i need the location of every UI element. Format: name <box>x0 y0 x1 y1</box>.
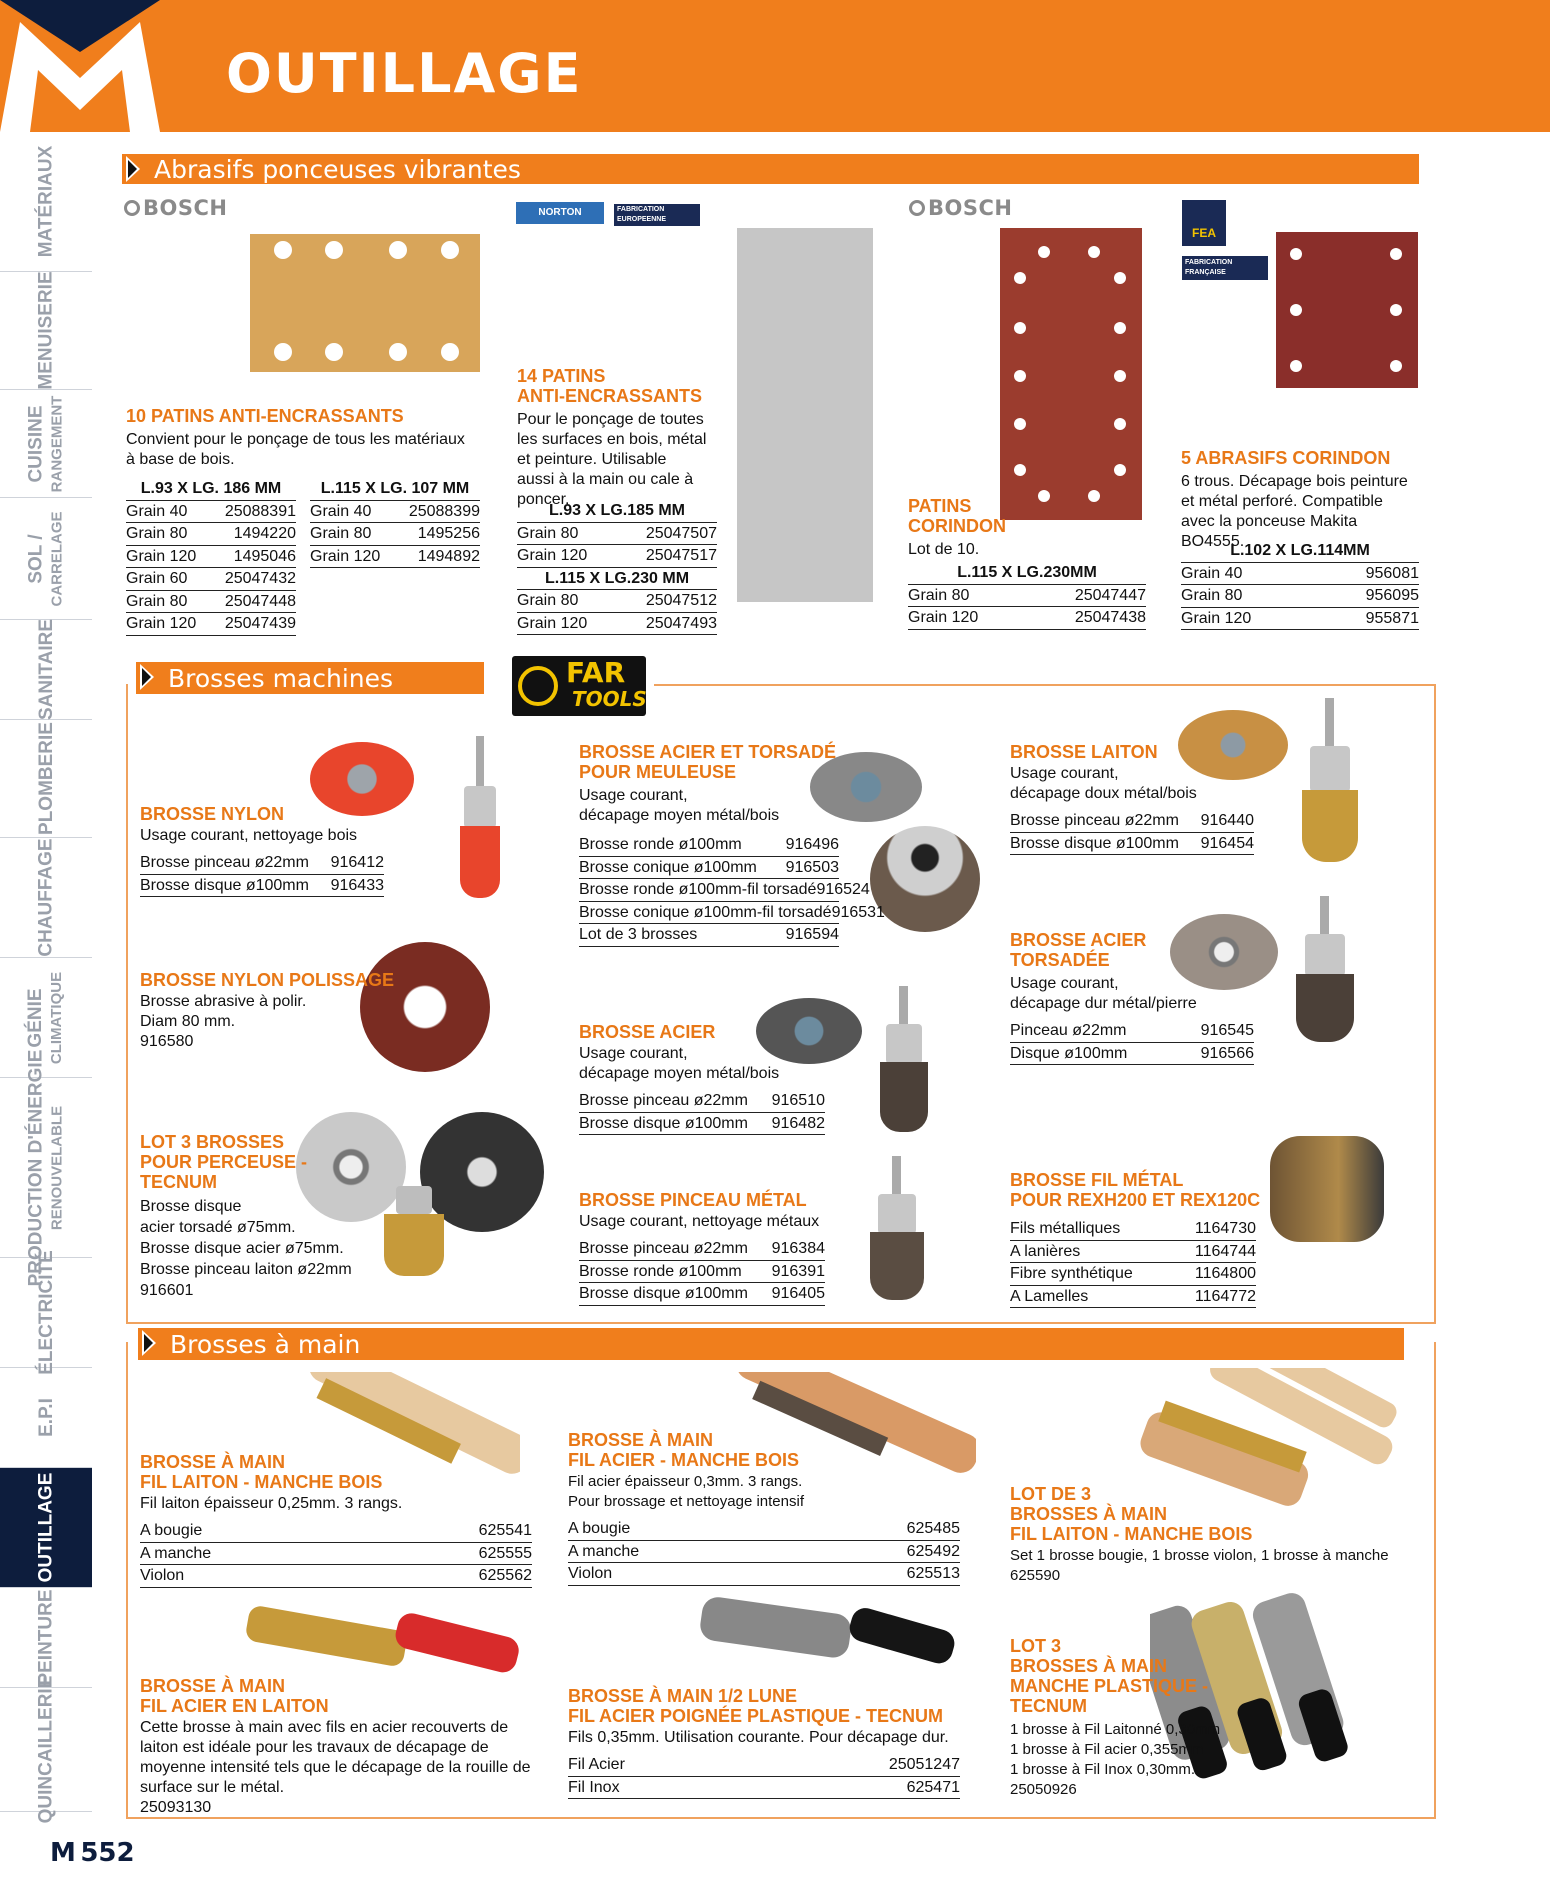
row-label: Brosse ronde ø100mm <box>579 836 742 853</box>
row-reference: 916524 <box>816 881 870 898</box>
sidebar-tab-label: PRODUCTION D'ÉNERGIE RENOUVELABLE <box>25 1049 66 1286</box>
metal-pencil-brush-image <box>868 1156 926 1302</box>
row-label: A manche <box>568 1542 640 1560</box>
product-description: 1 brosse à Fil Laitonné 0,30mm 1 brosse à Fil acier 0,355mm 1 brosse à Fil Inox 0,30mm. 25050926 <box>1010 1721 1221 1798</box>
row-label: Grain 120 <box>126 547 197 565</box>
category-sidebar <box>0 132 92 1824</box>
arrow-right-icon <box>142 1330 156 1356</box>
sidebar-tab-label: PEINTURE <box>35 1589 57 1686</box>
sidebar-tab[interactable] <box>0 1368 92 1468</box>
row-label: A lanières <box>1010 1242 1081 1260</box>
product-title: 14 PATINS ANTI-ENCRASSANTS <box>517 366 703 406</box>
row-label: Fils métalliques <box>1010 1220 1121 1237</box>
row-reference: 625541 <box>478 1522 532 1539</box>
row-label: Fil Acier <box>568 1756 625 1773</box>
row-reference: 916531 <box>831 903 885 921</box>
row-reference: 25047493 <box>645 614 717 632</box>
row-label: Brosse pinceau ø22mm <box>140 854 309 871</box>
table-row <box>568 1777 960 1800</box>
product-title: BROSSE À MAIN 1/2 LUNE FIL ACIER POIGNÉE PLASTIQUE - TECNUM <box>568 1686 944 1726</box>
table-row <box>579 1238 825 1261</box>
product-table <box>310 478 480 568</box>
product-description: Usage courant, décapage doux métal/bois <box>1010 765 1197 802</box>
fabrication-europeenne-badge: FABRICATION EUROPEENNE <box>614 204 700 226</box>
row-reference: 916440 <box>1200 812 1254 829</box>
product-description: Fil acier épaisseur 0,3mm. 3 rangs. Pour brossage et nettoyage intensif <box>568 1473 804 1510</box>
row-label: Grain 40 <box>126 502 188 520</box>
twisted-pencil-brush-image <box>1294 896 1356 1044</box>
row-label: Grain 80 <box>517 524 579 542</box>
sidebar-tab[interactable] <box>0 272 92 390</box>
product-description: Cette brosse à main avec fils en acier recouverts de laiton est idéale pour les travaux de décapage de moyenne intensité tels que le décapage de la rouille de surface sur le métal. 25093130 <box>140 1719 531 1816</box>
sidebar-tab-label: QUINCAILLERIE <box>35 1675 57 1824</box>
product-description: Lot de 10. <box>908 541 980 558</box>
table-row <box>1181 608 1419 631</box>
table-header: L.115 X LG.230 MM <box>517 568 717 591</box>
row-reference: 916454 <box>1200 834 1254 852</box>
row-label: Brosse disque ø100mm <box>579 1285 748 1302</box>
table-row <box>579 902 885 925</box>
nylon-disc-brush-image <box>310 742 414 816</box>
row-label: Grain 120 <box>126 615 197 632</box>
product-table <box>568 1518 960 1586</box>
row-reference: 956081 <box>1365 564 1419 582</box>
brand-logo-m-icon <box>0 0 160 132</box>
arrow-right-icon <box>126 156 140 182</box>
product-table <box>140 852 384 897</box>
row-label: A bougie <box>140 1522 203 1539</box>
sidebar-tab[interactable] <box>0 390 92 498</box>
row-label: Brosse pinceau ø22mm <box>1010 812 1179 829</box>
product-description: Usage courant, décapage moyen métal/bois <box>579 787 780 824</box>
row-reference: 625492 <box>906 1542 960 1560</box>
sidebar-tab-label: MATÉRIAUX <box>35 145 57 258</box>
row-label: Brosse conique ø100mm <box>579 858 757 876</box>
table-row <box>310 501 480 524</box>
product-table <box>1010 1020 1254 1065</box>
cylinder-wire-brush-image <box>1270 1136 1384 1242</box>
corindon-pad-image <box>1000 228 1142 520</box>
table-body <box>517 523 717 568</box>
table-row <box>140 875 384 898</box>
row-label: A Lamelles <box>1010 1287 1089 1305</box>
product-title: BROSSE ACIER ET TORSADÉ POUR MEULEUSE <box>579 742 837 782</box>
row-reference: 25047517 <box>645 547 717 564</box>
page-title: OUTILLAGE <box>226 42 583 105</box>
table-row <box>908 585 1146 608</box>
row-label: Grain 120 <box>1181 609 1252 627</box>
sidebar-tab-label: CHAUFFAGE <box>35 838 57 957</box>
row-reference: 25088391 <box>224 502 296 520</box>
table-row <box>140 1565 532 1588</box>
table-row <box>517 523 717 546</box>
row-label: Grain 80 <box>908 586 970 604</box>
row-label: Disque ø100mm <box>1010 1044 1128 1062</box>
product-title: LOT 3 BROSSES À MAIN MANCHE PLASTIQUE - TECNUM <box>1010 1636 1208 1716</box>
product-table <box>568 1754 960 1799</box>
row-reference: 916391 <box>771 1262 825 1280</box>
corindon-abrasive-image <box>1276 232 1418 388</box>
row-label: Fibre synthétique <box>1010 1265 1133 1282</box>
table-row <box>1010 1043 1254 1066</box>
product-title: 10 PATINS ANTI-ENCRASSANTS <box>126 406 404 426</box>
product-description: Usage courant, décapage dur métal/pierre <box>1010 975 1197 1012</box>
sidebar-tab-label: MENUISERIE <box>35 271 57 390</box>
row-reference: 625513 <box>906 1565 960 1582</box>
row-label: A bougie <box>568 1520 631 1537</box>
product-description: Brosse abrasive à polir. Diam 80 mm. 916580 <box>140 993 307 1050</box>
table-row <box>1181 563 1419 586</box>
fabrication-francaise-badge: FABRICATION FRANÇAISE <box>1182 256 1268 280</box>
row-reference: 1494220 <box>233 525 296 542</box>
table-body <box>126 501 296 636</box>
product-description: Usage courant, décapage moyen métal/bois <box>579 1045 780 1082</box>
row-label: Brosse pinceau ø22mm <box>579 1240 748 1257</box>
sidebar-tab-label: PLOMBERIE <box>35 722 57 835</box>
sanding-pad-image <box>250 234 480 372</box>
row-label: Grain 40 <box>310 502 372 520</box>
row-label: Grain 120 <box>517 614 588 632</box>
steel-pencil-brush-image <box>878 986 930 1134</box>
abrasive-strip-image <box>737 228 873 602</box>
product-title: BROSSE NYLON POLISSAGE <box>140 970 395 990</box>
table-body <box>310 501 480 569</box>
row-reference: 25047447 <box>1074 586 1146 604</box>
row-reference: 916594 <box>785 926 839 943</box>
row-reference: 916412 <box>330 854 384 871</box>
row-label: Violon <box>140 1567 185 1584</box>
row-reference: 625555 <box>478 1544 532 1562</box>
product-title: PATINS CORINDON <box>908 496 1006 536</box>
table-row <box>579 924 839 947</box>
product-description: Fils 0,35mm. Utilisation courante. Pour décapage dur. <box>568 1729 949 1746</box>
table-row <box>140 1520 532 1543</box>
row-reference: 25051247 <box>888 1756 960 1773</box>
steel-cup-brush-image <box>870 826 980 932</box>
table-row <box>579 1113 825 1136</box>
sidebar-tab[interactable] <box>0 1588 92 1688</box>
product-description: Convient pour le ponçage de tous les matériaux à base de bois. <box>126 431 465 468</box>
row-label: Brosse disque ø100mm <box>140 876 309 894</box>
row-reference: 25047507 <box>645 524 717 542</box>
section-title: Brosses à main <box>170 1330 361 1359</box>
product-title: BROSSE ACIER <box>579 1022 716 1042</box>
sidebar-tab-label: GÉNIE CLIMATIQUE <box>25 971 65 1064</box>
sidebar-tab[interactable] <box>0 1675 92 1824</box>
row-reference: 916384 <box>771 1240 825 1257</box>
bosch-logo: BOSCH <box>124 196 227 220</box>
product-table <box>1010 1218 1256 1308</box>
table-body <box>1181 563 1419 631</box>
table-row <box>568 1563 960 1586</box>
product-title: LOT 3 BROSSES POUR PERCEUSE - TECNUM <box>140 1132 308 1192</box>
sidebar-tab-label: SOL / CARRELAGE <box>25 510 66 607</box>
sidebar-tab-label: ÉLECTRICITÉ <box>35 1250 57 1375</box>
product-description: Fil laiton épaisseur 0,25mm. 3 rangs. <box>140 1495 403 1512</box>
table-row <box>126 523 296 546</box>
table-row <box>310 523 480 546</box>
sidebar-tab-label: SANITAIRE <box>35 619 57 720</box>
row-reference: 1495256 <box>417 525 480 542</box>
row-reference: 1495046 <box>233 547 296 565</box>
table-row <box>126 501 296 524</box>
row-label: Grain 120 <box>310 547 381 565</box>
product-table <box>579 1090 825 1135</box>
table-header: L.93 X LG.185 MM <box>517 500 717 523</box>
product-title: BROSSE À MAIN FIL ACIER - MANCHE BOIS <box>568 1430 800 1470</box>
table-row <box>310 546 480 569</box>
brand-logo-m-icon: M <box>50 1838 76 1868</box>
product-table <box>908 562 1146 630</box>
product-table <box>140 1520 532 1588</box>
row-reference: 1164800 <box>1194 1265 1256 1282</box>
row-reference: 916433 <box>330 876 384 894</box>
table-row <box>140 852 384 875</box>
section-rule <box>654 684 1436 686</box>
row-reference: 25047439 <box>224 615 296 632</box>
row-reference: 25047432 <box>224 570 296 587</box>
arrow-right-icon <box>140 664 154 690</box>
table-row <box>1010 833 1254 856</box>
sidebar-tab[interactable] <box>0 132 92 272</box>
sidebar-tab[interactable] <box>0 1468 92 1588</box>
page-header <box>0 0 1550 132</box>
sidebar-tab-label: E.P.I <box>35 1398 57 1437</box>
table-row <box>1010 1020 1254 1043</box>
row-reference: 916496 <box>785 836 839 853</box>
table-header: L.115 X LG.230MM <box>908 562 1146 585</box>
page-footer <box>50 1838 135 1868</box>
norton-logo: NORTON <box>516 202 604 224</box>
row-reference: 916482 <box>771 1114 825 1132</box>
row-label: Brosse ronde ø100mm <box>579 1262 742 1280</box>
row-label: Brosse conique ø100mm-fil torsadé <box>579 903 832 921</box>
table-row <box>1010 1263 1256 1286</box>
page-number: 552 <box>80 1838 135 1868</box>
table-row <box>568 1541 960 1564</box>
row-reference: 25047512 <box>645 592 717 609</box>
row-reference: 1164730 <box>1194 1220 1256 1237</box>
row-reference: 956095 <box>1365 587 1419 604</box>
brass-pencil-brush-image <box>380 1186 448 1278</box>
row-label: Brosse disque ø100mm <box>1010 834 1179 852</box>
table-row <box>568 1518 960 1541</box>
product-description: Brosse disque acier torsadé ø75mm. Brosse disque acier ø75mm. Brosse pinceau laiton ø22mm 916601 <box>140 1198 352 1299</box>
table-row <box>568 1754 960 1777</box>
product-title: BROSSE PINCEAU MÉTAL <box>579 1190 807 1210</box>
row-label: Grain 80 <box>126 592 188 610</box>
row-label: Grain 80 <box>310 525 372 542</box>
product-table <box>1181 540 1419 630</box>
section-banner-brosses-main <box>138 1328 1404 1360</box>
row-reference: 25047448 <box>224 592 296 610</box>
table-row <box>1010 1218 1256 1241</box>
nylon-pencil-brush-image <box>458 736 502 898</box>
row-reference: 1494892 <box>417 547 480 565</box>
product-description: Set 1 brosse bougie, 1 brosse violon, 1 brosse à manche 625590 <box>1010 1547 1389 1584</box>
row-label: Grain 60 <box>126 570 188 587</box>
table-row <box>126 591 296 614</box>
product-table <box>126 478 296 636</box>
row-label: Grain 40 <box>1181 564 1243 582</box>
table-row <box>1010 1241 1256 1264</box>
product-description: 6 trous. Décapage bois peinture et métal perforé. Compatible avec la ponceuse Makita BO4555. <box>1181 473 1408 550</box>
table-row <box>140 1543 532 1566</box>
table-row <box>1010 810 1254 833</box>
table-row <box>579 1283 825 1306</box>
row-reference: 1164772 <box>1194 1287 1256 1305</box>
row-reference: 916510 <box>771 1092 825 1109</box>
table-row <box>579 1090 825 1113</box>
sidebar-tab[interactable] <box>0 1250 92 1375</box>
row-label: Brosse disque ø100mm <box>579 1114 748 1132</box>
row-label: Fil Inox <box>568 1778 620 1796</box>
row-label: Pinceau ø22mm <box>1010 1022 1127 1039</box>
polishing-disc-image <box>360 942 490 1072</box>
row-reference: 625471 <box>906 1778 960 1796</box>
row-label: Grain 120 <box>908 609 979 626</box>
section-banner-abrasifs <box>122 154 1419 184</box>
far-tools-logo: FAR TOOLS <box>512 656 646 716</box>
row-reference: 916545 <box>1200 1022 1254 1039</box>
row-reference: 25047438 <box>1074 609 1146 626</box>
product-title: BROSSE FIL MÉTAL POUR REXH200 ET REX120C <box>1010 1170 1261 1210</box>
row-reference: 625562 <box>478 1567 532 1584</box>
table-row <box>579 879 870 902</box>
table-row <box>126 568 296 591</box>
row-reference: 625485 <box>906 1520 960 1537</box>
row-reference: 955871 <box>1365 609 1419 627</box>
section-banner-brosses-machines <box>136 662 484 694</box>
table-row <box>126 613 296 636</box>
product-table <box>1010 810 1254 855</box>
table-body <box>908 585 1146 630</box>
product-description: Usage courant, nettoyage métaux <box>579 1213 820 1230</box>
sidebar-tab[interactable] <box>0 1049 92 1286</box>
table-row <box>517 590 717 613</box>
table-row <box>579 834 839 857</box>
row-label: Grain 80 <box>1181 587 1243 604</box>
table-row <box>579 1261 825 1284</box>
brass-pencil-brush-image <box>1300 698 1360 864</box>
fea-logo: FEA <box>1182 200 1226 246</box>
row-reference: 916405 <box>771 1285 825 1302</box>
product-title: BROSSE À MAIN FIL ACIER EN LAITON <box>140 1676 329 1716</box>
row-label: Grain 80 <box>126 525 188 542</box>
table-body <box>517 590 717 635</box>
row-label: A manche <box>140 1544 212 1562</box>
table-row <box>1010 1286 1256 1309</box>
table-header: L.102 X LG.114MM <box>1181 540 1419 563</box>
product-table <box>579 834 885 947</box>
row-label: Grain 120 <box>517 547 588 564</box>
row-reference: 916566 <box>1200 1044 1254 1062</box>
product-title: BROSSE ACIER TORSADÉE <box>1010 930 1147 970</box>
table-header: L.115 X LG. 107 MM <box>310 478 480 501</box>
sidebar-tab[interactable] <box>0 498 92 620</box>
row-reference: 1164744 <box>1194 1242 1256 1260</box>
section-title: Brosses machines <box>168 664 394 693</box>
table-row <box>126 546 296 569</box>
row-reference: 916503 <box>785 858 839 876</box>
sidebar-tab[interactable] <box>0 620 92 720</box>
product-description: Usage courant, nettoyage bois <box>140 827 358 844</box>
sidebar-tab[interactable] <box>0 838 92 958</box>
product-title: LOT DE 3 BROSSES À MAIN FIL LAITON - MANCHE BOIS <box>1010 1484 1253 1544</box>
row-label: Violon <box>568 1565 613 1582</box>
row-label: Brosse ronde ø100mm-fil torsadé <box>579 881 817 898</box>
product-table <box>517 500 717 635</box>
table-row <box>517 613 717 636</box>
product-description: Pour le ponçage de toutes les surfaces en bois, métal et peinture. Utilisable aussi à la main ou cale à poncer. <box>517 411 707 508</box>
table-row <box>579 857 839 880</box>
row-reference: 25088399 <box>408 502 480 520</box>
product-title: BROSSE À MAIN FIL LAITON - MANCHE BOIS <box>140 1452 383 1492</box>
table-row <box>517 545 717 568</box>
product-title: BROSSE NYLON <box>140 804 285 824</box>
table-row <box>1181 585 1419 608</box>
sidebar-tab[interactable] <box>0 720 92 838</box>
product-title: 5 ABRASIFS CORINDON <box>1181 448 1391 468</box>
half-moon-hand-brush-image <box>700 1592 960 1688</box>
product-title: BROSSE LAITON <box>1010 742 1158 762</box>
table-header: L.93 X LG. 186 MM <box>126 478 296 501</box>
row-label: Grain 80 <box>517 592 579 609</box>
row-label: Brosse pinceau ø22mm <box>579 1092 748 1109</box>
sidebar-tab-label: CUISINE RANGEMENT <box>25 395 66 492</box>
table-row <box>908 607 1146 630</box>
sidebar-tab-label: OUTILLAGE <box>35 1472 57 1583</box>
section-title: Abrasifs ponceuses vibrantes <box>154 155 521 184</box>
bosch-logo: BOSCH <box>909 196 1012 220</box>
product-table <box>579 1238 825 1306</box>
row-label: Lot de 3 brosses <box>579 926 698 943</box>
